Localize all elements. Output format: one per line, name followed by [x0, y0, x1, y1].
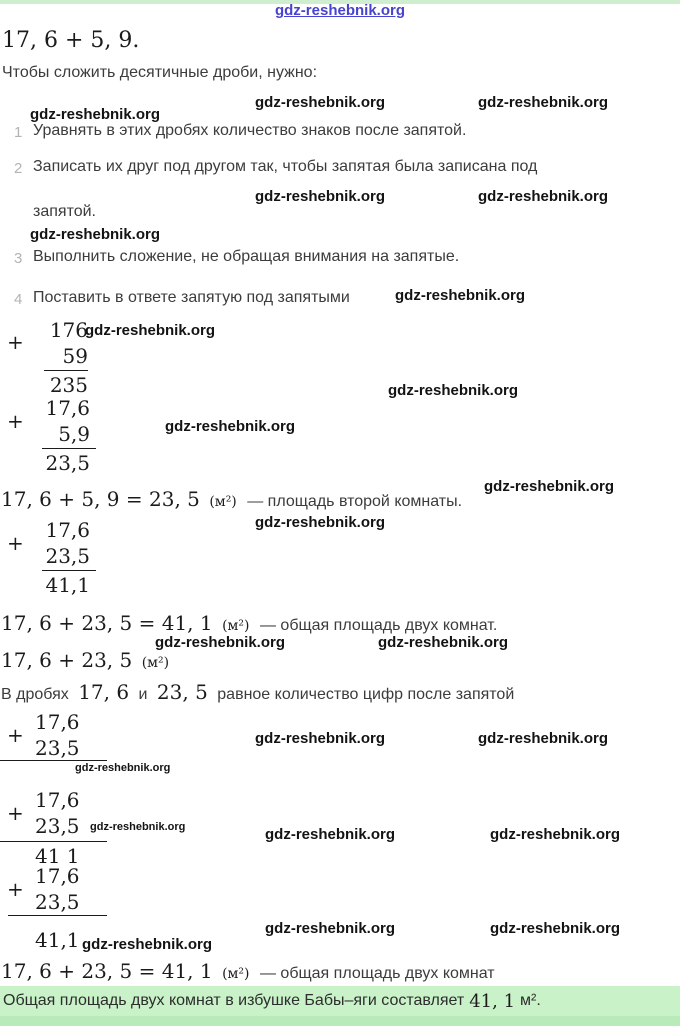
problem-expression: 17, 6 + 5, 9.	[2, 28, 140, 53]
sum-result: 41 1	[35, 844, 80, 868]
watermark: gdz-reshebnik.org	[85, 322, 216, 339]
watermark: gdz-reshebnik.org	[378, 634, 509, 651]
note-number: 23, 5	[156, 680, 208, 704]
equation-unit: (м²)	[222, 618, 250, 634]
step-text: Записать их друг под другом так, чтобы запятая была записана под	[33, 158, 538, 175]
fraction-note	[1, 680, 514, 704]
watermark: gdz-reshebnik.org	[484, 478, 615, 495]
watermark: gdz-reshebnik.org	[395, 287, 526, 304]
addend-top: 17,6	[35, 788, 80, 812]
sum-line	[42, 570, 96, 571]
equation-total-area-final	[1, 959, 495, 983]
answer-text: Общая площадь двух комнат в избушке Бабы–яги составляет	[3, 992, 465, 1009]
watermark: gdz-reshebnik.org	[490, 920, 621, 937]
equation-unit: (м²)	[209, 494, 237, 510]
addend-bottom: 59	[62, 344, 88, 368]
answer-unit: м².	[520, 992, 541, 1009]
header	[0, 2, 680, 20]
watermark: gdz-reshebnik.org	[478, 188, 609, 205]
watermark: gdz-reshebnik.org	[255, 188, 386, 205]
watermark: gdz-reshebnik.org	[255, 730, 386, 747]
plus-sign: +	[7, 409, 24, 433]
sum-line	[0, 760, 107, 761]
addend-bottom: 5,9	[58, 422, 90, 446]
watermark: gdz-reshebnik.org	[30, 226, 161, 243]
watermark: gdz-reshebnik.org	[82, 936, 213, 953]
sum-expression	[1, 648, 169, 672]
addend-top: 176	[49, 318, 88, 342]
sum-result: 41,1	[35, 928, 80, 952]
step-text: Выполнить сложение, не обращая внимания на запятые.	[33, 248, 460, 265]
note-number: 17, 6	[78, 680, 130, 704]
note-text: равное количество цифр после запятой	[217, 686, 515, 703]
step-text: Уравнять в этих дробях количество знаков после запятой.	[33, 122, 467, 139]
watermark: gdz-reshebnik.org	[478, 730, 609, 747]
equation-description: — общая площадь двух комнат.	[259, 617, 498, 634]
plus-sign: +	[7, 801, 24, 825]
equation-math: 17, 6 + 23, 5	[1, 648, 133, 672]
bottom-accent-strip	[0, 1016, 680, 1026]
equation-math: 17, 6 + 23, 5 = 41, 1	[1, 959, 213, 983]
watermark: gdz-reshebnik.org	[388, 382, 519, 399]
sum-result: 41,1	[45, 573, 90, 597]
watermark: gdz-reshebnik.org	[265, 920, 396, 937]
sum-result: 235	[49, 373, 88, 397]
equation-second-room	[1, 487, 462, 511]
step-number: 4	[14, 291, 23, 308]
plus-sign: +	[7, 877, 24, 901]
note-text: В дробях	[1, 686, 69, 703]
addend-top: 17,6	[35, 710, 80, 734]
addend-bottom: 23,5	[35, 814, 80, 838]
watermark: gdz-reshebnik.org	[75, 762, 171, 774]
sum-line	[8, 915, 107, 916]
sum-line	[0, 841, 107, 842]
site-link[interactable]: gdz-reshebnik.org	[274, 2, 405, 19]
addend-top: 17,6	[45, 518, 90, 542]
watermark: gdz-reshebnik.org	[255, 94, 386, 111]
equation-unit: (м²)	[141, 655, 170, 671]
note-text: и	[138, 686, 148, 703]
watermark: gdz-reshebnik.org	[255, 514, 386, 531]
watermark: gdz-reshebnik.org	[30, 106, 161, 123]
equation-math: 17, 6 + 5, 9 = 23, 5	[1, 487, 200, 511]
plus-sign: +	[7, 531, 24, 555]
watermark: gdz-reshebnik.org	[90, 821, 186, 833]
equation-description: — площадь второй комнаты.	[247, 493, 463, 510]
watermark: gdz-reshebnik.org	[165, 418, 296, 435]
answer-highlight	[0, 986, 680, 1016]
addend-top: 17,6	[35, 864, 80, 888]
watermark: gdz-reshebnik.org	[490, 826, 621, 843]
addend-bottom: 23,5	[45, 544, 90, 568]
sum-result: 23,5	[45, 451, 90, 475]
equation-description: — общая площадь двух комнат	[259, 965, 495, 982]
equation-total-area	[1, 611, 497, 635]
sum-line	[42, 448, 96, 449]
answer-value: 41, 1	[469, 990, 516, 1012]
intro-text: Чтобы сложить десятичные дроби, нужно:	[2, 64, 318, 81]
step-number: 3	[14, 250, 23, 267]
step-number: 2	[14, 160, 23, 177]
addend-bottom: 23,5	[35, 736, 80, 760]
plus-sign: +	[7, 723, 24, 747]
watermark: gdz-reshebnik.org	[155, 634, 286, 651]
sum-line	[44, 370, 88, 371]
equation-unit: (м²)	[222, 966, 250, 982]
addend-top: 17,6	[45, 396, 90, 420]
watermark: gdz-reshebnik.org	[478, 94, 609, 111]
equation-math: 17, 6 + 23, 5 = 41, 1	[1, 611, 213, 635]
step-text: Поставить в ответе запятую под запятыми	[33, 289, 350, 306]
plus-sign: +	[7, 330, 24, 354]
watermark: gdz-reshebnik.org	[265, 826, 396, 843]
addend-bottom: 23,5	[35, 890, 80, 914]
step-number: 1	[14, 124, 23, 141]
step-text-continued: запятой.	[33, 203, 96, 220]
